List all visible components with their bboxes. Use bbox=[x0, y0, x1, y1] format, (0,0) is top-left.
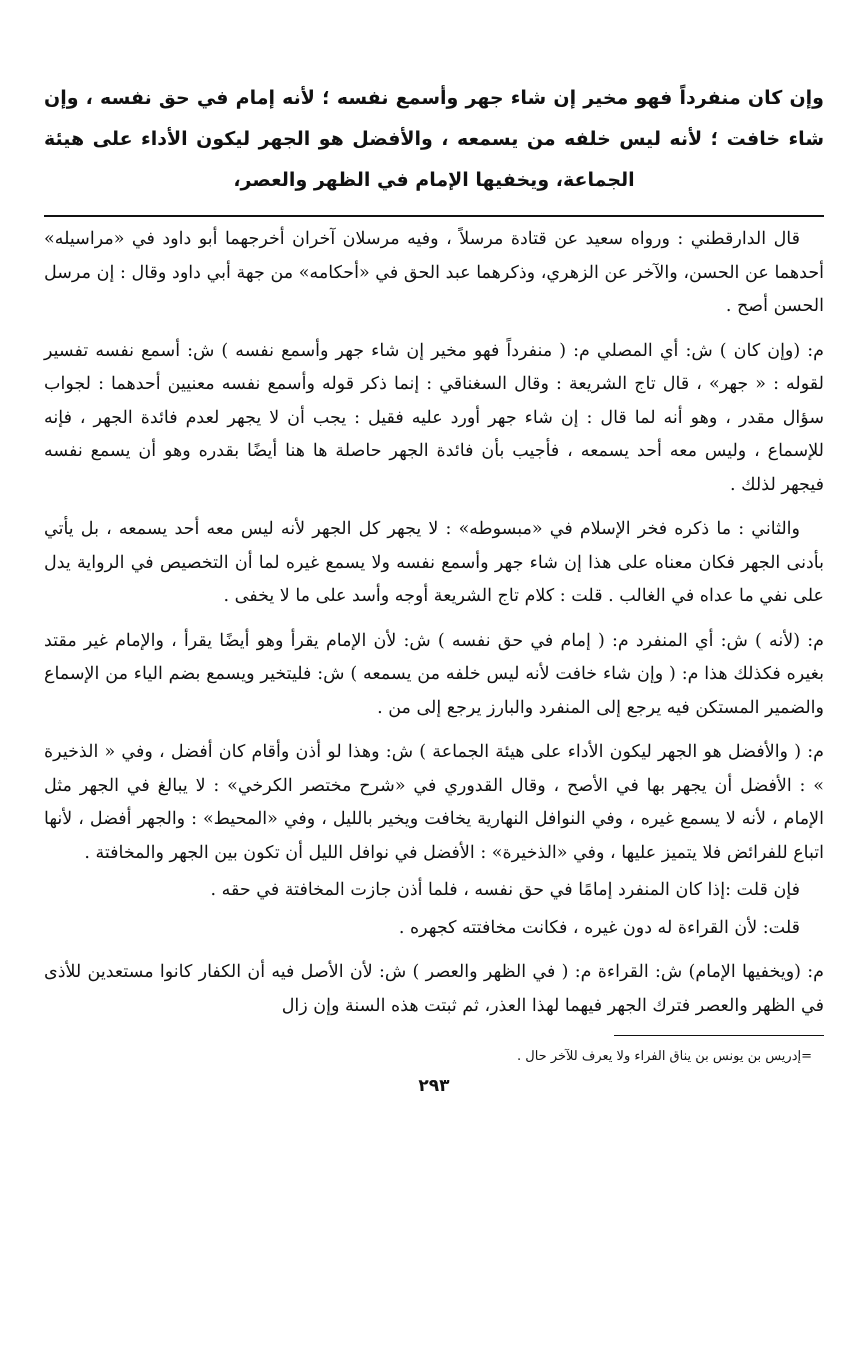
book-page bbox=[44, 78, 824, 1096]
commentary-paragraph-daraqutni: قال الدارقطني : ورواه سعيد عن قتادة مرسلاً ، وفيه مرسلان آخران أخرجهما أبو داود في «مراسيله» أحدهما عن الحسن، والآخر عن الزهري، وذكرهما عبد الحق في «أحكامه» من جهة أبي داود وقال : إن مرسل الحسن أصح . bbox=[44, 229, 824, 316]
commentary-paragraph-imam-nafsih: م: (لأنه ) ش: أي المنفرد م: ( إمام في حق نفسه ) ش: لأن الإمام يقرأ وهو أيضًا يقرأ ، والإمام غير مقتد بغيره فكذلك هذا م: ( وإن شاء خافت لأنه ليس خلفه من يسمعه ) ش: فليتخير ويسمع بضم الياء من الإسماع والضمير المستكن فيه يرجع إلى المنفرد والبارز يرجع إلى من . bbox=[44, 630, 824, 718]
commentary-paragraph-munfarid: م: (وإن كان ) ش: أي المصلي م: ( منفرداً فهو مخير إن شاء جهر وأسمع نفسه ) ش: أسمع نفسه تفسير لقوله : « جهر» ، قال تاج الشريعة : وقال السغناقي : إنما ذكر قوله وأسمع نفسه معنيين أحدهما : لجواب سؤال مقدر ، وهو أنه لما قال : إن شاء جهر أورد عليه فقيل : يجب أن لا يجهر لعدم فائدة الجهر ، فإنه للإسماع ، وليس معه أحد يسمعه ، فأجيب بأن فائدة الجهر حاصلة ها هنا أيضًا بقدره وهو أن يسمع نفسه فيجهر لذلك . bbox=[44, 340, 824, 495]
commentary-paragraph-yukhfiha: م: (ويخفيها الإمام) ش: القراءة م: ( في الظهر والعصر ) ش: لأن الأصل فيه أن الكفار كانوا مستعدين للأذى في الظهر والعصر فترك الجهر فيهما لهذا العذر، ثم ثبتت هذه السنة وإن زال bbox=[44, 962, 824, 1016]
commentary-paragraph-afdal: م: ( والأفضل هو الجهر ليكون الأداء على هيئة الجماعة ) ش: وهذا لو أذن وأقام كان أفضل ، وفي « الذخيرة » : الأفضل أن يجهر بها في الأصح ، وقال القدوري في «شرح مختصر الكرخي» : لا يبالغ في الجهر مثل الإمام ، لأنه لا يسمع غيره ، وفي النوافل النهارية يخافت ويخير بالليل ، وفي «المحيط» : والجهر أفضل ، لأنها اتباع للفرائض فلا يتميز عليها ، وفي «الذخيرة» : الأفضل في نوافل الليل أن تكون بين الجهر والمخافتة . bbox=[44, 742, 824, 863]
footnote-text: =إدريس بن يونس بن يناق الفراء ولا يعرف للآخر حال . bbox=[516, 1049, 812, 1064]
commentary-paragraph-question: فإن قلت :إذا كان المنفرد إمامًا في حق نفسه ، فلما أذن جازت المخافتة في حقه . bbox=[210, 880, 800, 900]
footnote-divider bbox=[614, 1035, 824, 1036]
matn-divider bbox=[44, 215, 824, 217]
page-number: ٢٩٣ bbox=[418, 1076, 450, 1096]
commentary-paragraph-thani: والثاني : ما ذكره فخر الإسلام في «مبسوطه» : لا يجهر كل الجهر لأنه ليس معه أحد يسمعه ، بل يأتي بأدنى الجهر فكان معناه على هذا إن شاء جهر وأسمع نفسه ولا يسمع غيره لما أن التخصيص في الرواية يدل على نفي ما عداه في الغالب . قلت : كلام تاج الشريعة أوجه وأسد على ما لا يخفى . bbox=[44, 519, 824, 606]
commentary-paragraph-answer: قلت: لأن القراءة له دون غيره ، فكانت مخافتته كجهره . bbox=[398, 917, 800, 938]
matn-text: وإن كان منفرداً فهو مخير إن شاء جهر وأسمع نفسه ؛ لأنه إمام في حق نفسه ، وإن شاء خافت ؛ لأنه ليس خلفه من يسمعه ، والأفضل هو الجهر ليكون الأداء على هيئة الجماعة، ويخفيها الإمام في الظهر والعصر، bbox=[44, 87, 824, 191]
